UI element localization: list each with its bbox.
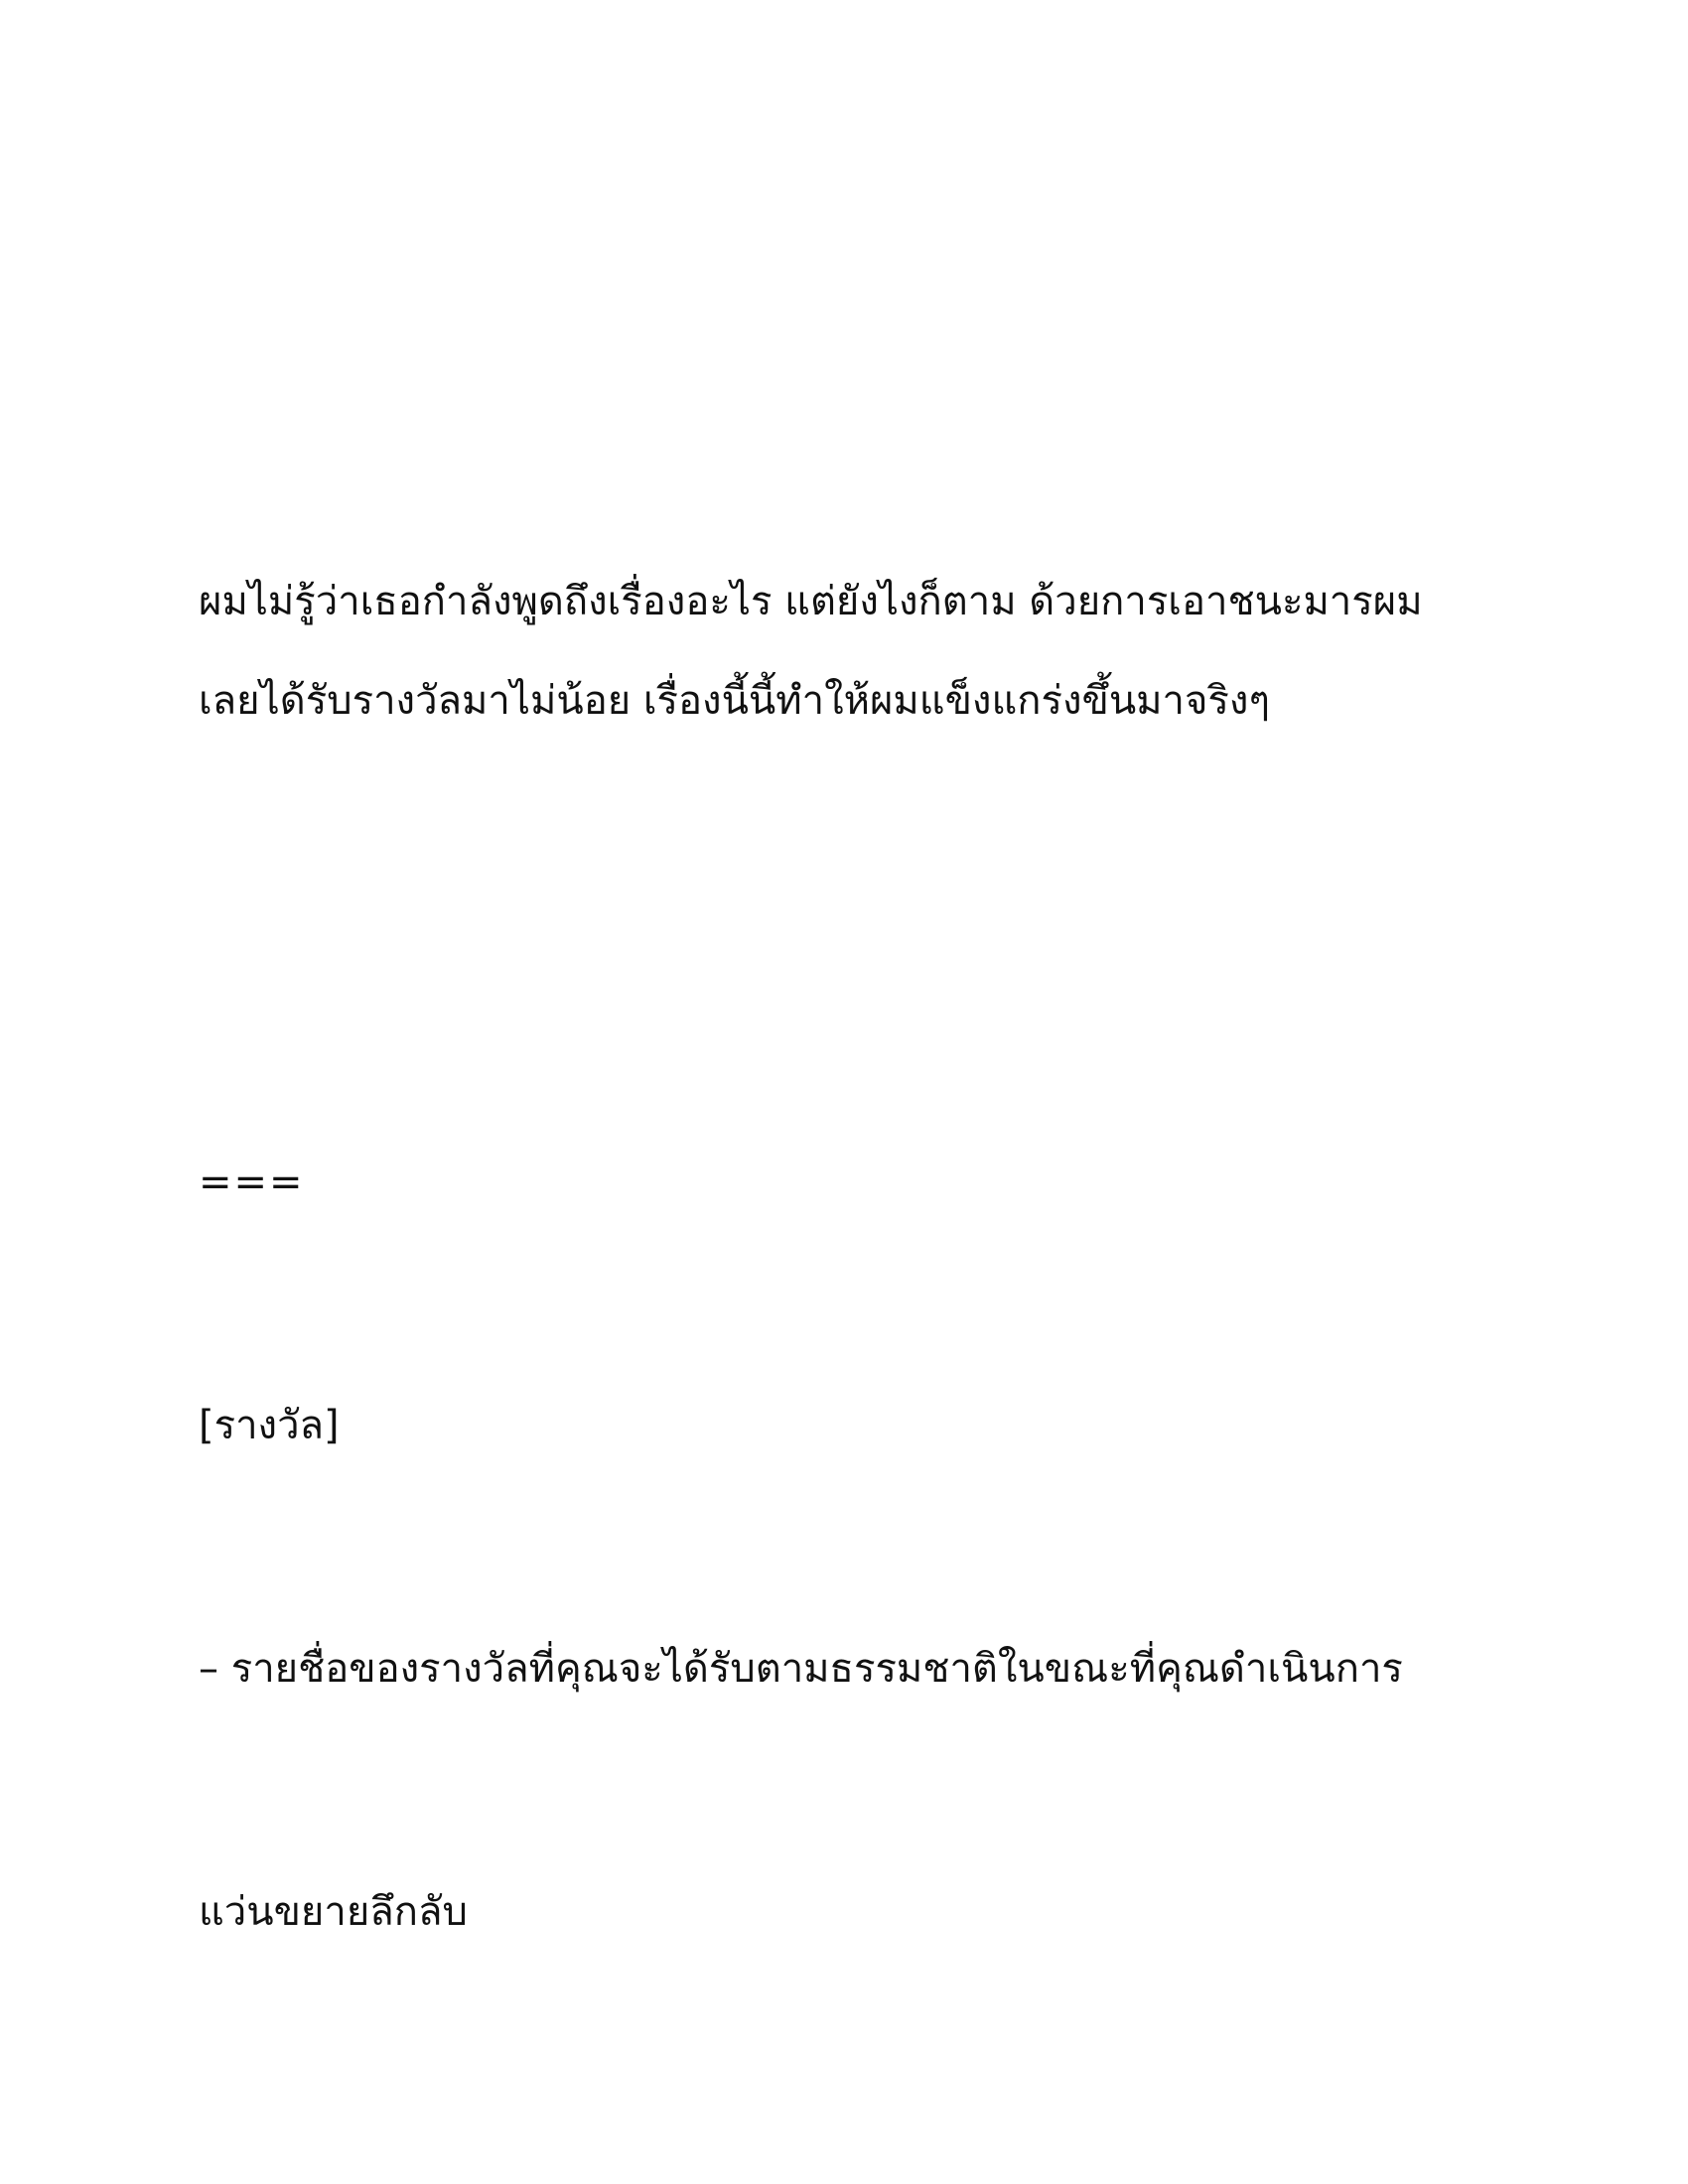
reward-item: แว่นขยายลึกลับ bbox=[199, 1889, 468, 1935]
paragraph-line-1: ผมไม่รู้ว่าเธอกำลังพูดถึงเรื่องอะไร แต่ยังไงก็ตาม ด้วยการเอาชนะมารผม bbox=[199, 579, 1423, 624]
section-separator: === bbox=[199, 1160, 305, 1205]
reward-description: – รายชื่อของรางวัลที่คุณจะได้รับตามธรรมชาติในขณะที่คุณดำเนินการ bbox=[199, 1646, 1403, 1692]
reward-heading: [รางวัล] bbox=[199, 1403, 340, 1448]
paragraph-line-2: เลยได้รับรางวัลมาไม่น้อย เรื่องนี้นี้ทำให้ผมแข็งแกร่งขึ้นมาจริงๆ bbox=[199, 678, 1270, 724]
